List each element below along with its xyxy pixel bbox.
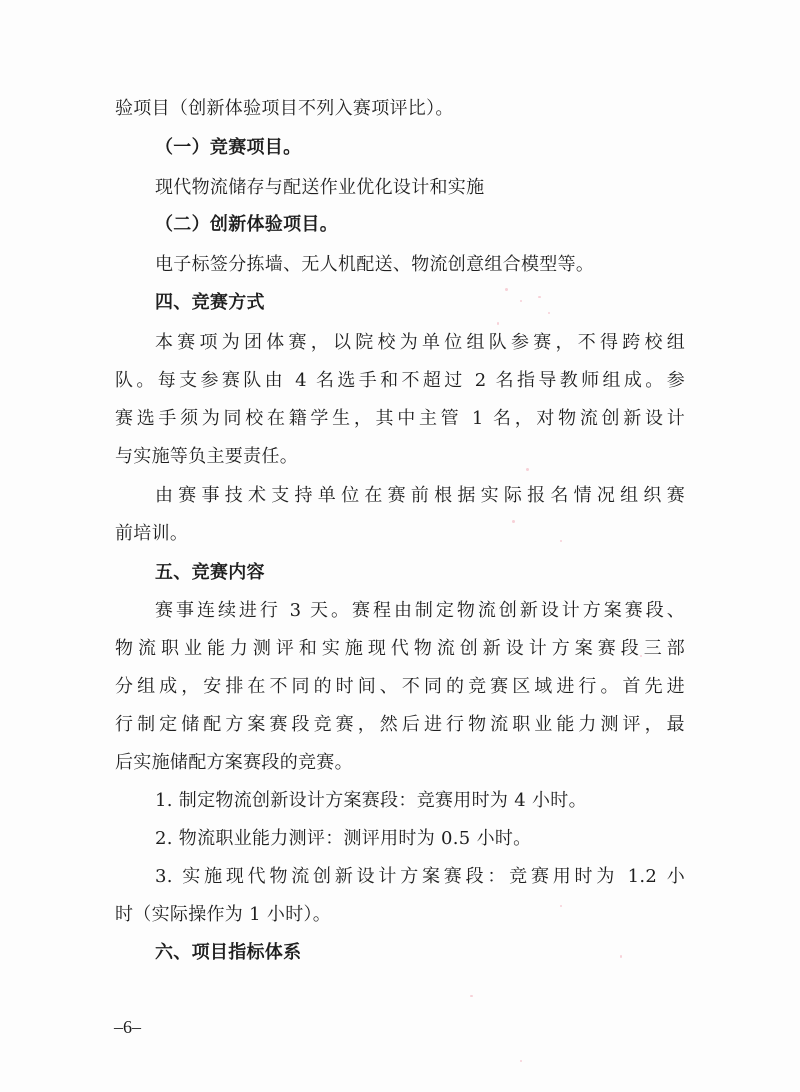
body-line: 分组成，安排在不同的时间、不同的竞赛区域进行。首先进 (115, 676, 685, 697)
body-line: 验项目（创新体验项目不列入赛项评比）。 (115, 98, 454, 119)
page-number: –6– (114, 1017, 141, 1037)
body-line: 与实施等负主要责任。 (115, 446, 298, 467)
section-heading-competition-method: 四、竞赛方式 (155, 292, 265, 313)
body-line: 物流职业能力测评和实施现代物流创新设计方案赛段三部 (115, 638, 685, 659)
section-heading-competition-content: 五、竞赛内容 (155, 562, 265, 583)
body-line: 现代物流储存与配送作业优化设计和实施 (155, 177, 485, 198)
section-heading-competition-item: （一）竞赛项目。 (155, 137, 302, 158)
body-line: 赛事连续进行 3 天。赛程由制定物流创新设计方案赛段、 (155, 600, 685, 621)
list-item: 2. 物流职业能力测评：测评用时为 0.5 小时。 (155, 828, 532, 849)
body-line: 前培训。 (115, 523, 189, 544)
body-line: 由赛事技术支持单位在赛前根据实际报名情况组织赛 (155, 485, 685, 506)
section-heading-innovation-item: （二）创新体验项目。 (155, 214, 338, 235)
body-line: 行制定储配方案赛段竞赛，然后进行物流职业能力测评，最 (115, 714, 685, 735)
body-line: 后实施储配方案赛段的竞赛。 (115, 752, 353, 773)
body-line: 赛选手须为同校在籍学生，其中主管 1 名，对物流创新设计 (115, 408, 685, 429)
list-item: 1. 制定物流创新设计方案赛段：竞赛用时为 4 小时。 (155, 790, 587, 811)
body-line: 队。每支参赛队由 4 名选手和不超过 2 名指导教师组成。参 (115, 370, 685, 391)
body-line: 时（实际操作为 1 小时）。 (115, 904, 332, 925)
body-line: 电子标签分拣墙、无人机配送、物流创意组合模型等。 (155, 254, 595, 275)
list-item: 3. 实施现代物流创新设计方案赛段：竞赛用时为 1.2 小 (155, 866, 685, 887)
body-line: 本赛项为团体赛，以院校为单位组队参赛，不得跨校组 (155, 332, 685, 353)
section-heading-indicator-system: 六、项目指标体系 (155, 942, 302, 963)
